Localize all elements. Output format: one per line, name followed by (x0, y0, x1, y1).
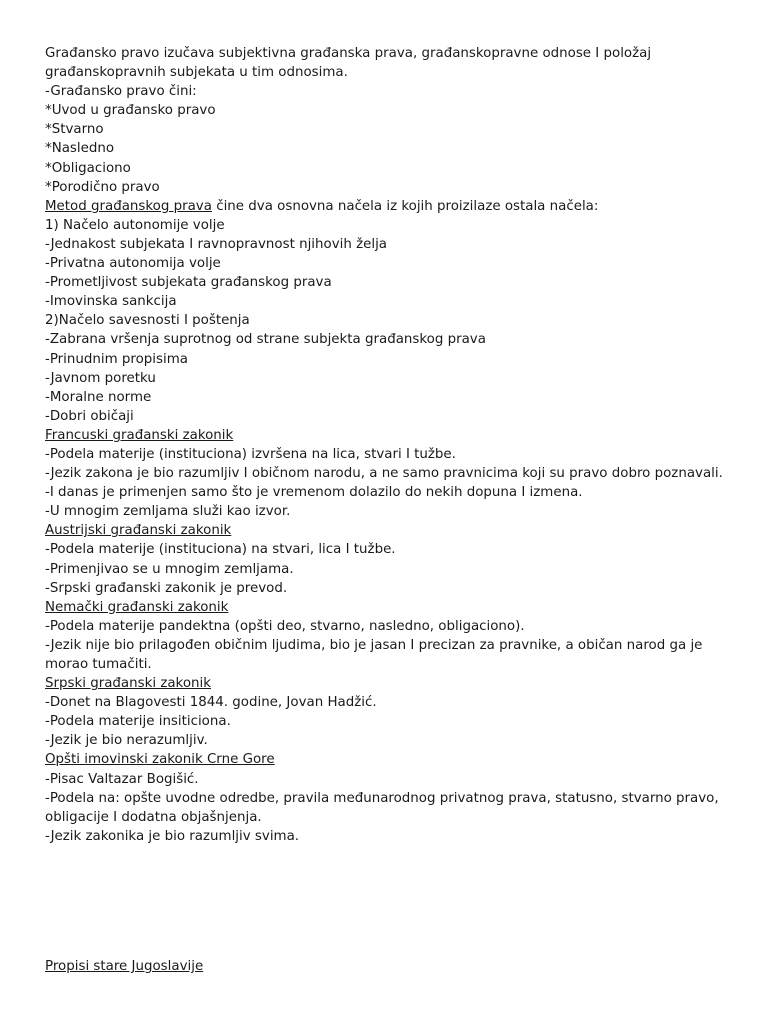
metod-line (45, 197, 725, 216)
list-item: -Moralne norme (45, 389, 152, 405)
srpski-heading: Srpski građanski zakonik (45, 676, 211, 692)
list-item: -Donet na Blagovesti 1844. godine, Jovan Hadžić. (45, 695, 377, 711)
list-item: -Jezik zakonika je bio razumljiv svima. (45, 828, 300, 844)
list-item: *Obligaciono (45, 160, 131, 176)
list-item: -Jednakost subjekata I ravnopravnost njihovih želja (45, 236, 387, 252)
list-item: -Zabrana vršenja suprotnog od strane subjekta građanskog prava (45, 332, 486, 348)
metod-heading: Metod građanskog prava (45, 198, 212, 214)
list-item: -Podela na: opšte uvodne odredbe, pravila međunarodnog privatnog prava, statusno, stvarno pravo, obligacije I dodatna objašnjenja. (45, 790, 719, 825)
list-item: -Srpski građanski zakonik je prevod. (45, 580, 288, 596)
cini-heading: -Građansko pravo čini: (45, 84, 197, 100)
list-item: -Podela materije insiticiona. (45, 714, 231, 730)
francuski-heading: Francuski građanski zakonik (45, 427, 234, 443)
metod-text: čine dva osnovna načela iz kojih proizilaze ostala načela: (211, 198, 599, 214)
list-item: -Prinudnim propisima (45, 351, 188, 367)
list-item: -Podela materije (instituciona) izvršena na lica, stvari I tužbe. (45, 446, 456, 462)
intro-paragraph: Građansko pravo izučava subjektivna građanska prava, građanskopravne odnose I položaj građanskopravnih subjekata u tim odnosima. (45, 46, 652, 81)
cini-list (45, 101, 725, 196)
list-item: -Podela materije pandektna (opšti deo, stvarno, nasledno, obligaciono). (45, 618, 525, 634)
list-item: -Privatna autonomija volje (45, 256, 221, 272)
list-item: -Jezik zakona je bio razumljiv I običnom narodu, a ne samo pravnicima koji su pravo dobro poznavali. (45, 466, 723, 482)
list-item: *Uvod u građansko pravo (45, 103, 216, 119)
list-item: -Javnom poretku (45, 370, 156, 386)
list-item: -Jezik nije bio prilagođen običnim ljudima, bio je jasan I precizan za pravnike, a običan narod ga je morao tumačiti. (45, 637, 703, 672)
list-item: *Stvarno (45, 122, 104, 138)
list-item: *Nasledno (45, 141, 115, 157)
list-item: -U mnogim zemljama služi kao izvor. (45, 504, 291, 520)
list-item: -Pisac Valtazar Bogišić. (45, 771, 199, 787)
list-item: *Porodično pravo (45, 179, 160, 195)
list-item: -Prometljivost subjekata građanskog prava (45, 275, 332, 291)
nemacki-heading: Nemački građanski zakonik (45, 599, 229, 615)
list-item: -Podela materije (instituciona) na stvari, lica I tužbe. (45, 542, 396, 558)
nacelo2-heading: 2)Načelo savesnosti I poštenja (45, 313, 250, 329)
list-item: -Imovinska sankcija (45, 294, 177, 310)
list-item: -Primenjivao se u mnogim zemljama. (45, 561, 294, 577)
nacelo1-heading: 1) Načelo autonomije volje (45, 217, 225, 233)
crna-gora-heading: Opšti imovinski zakonik Crne Gore (45, 752, 275, 768)
document-body (45, 44, 725, 846)
list-item: -Dobri običaji (45, 408, 134, 424)
list-item: -I danas je primenjen samo što je vremenom dolazilo do nekih dopuna I izmena. (45, 485, 583, 501)
footer-heading: Propisi stare Jugoslavije (45, 959, 204, 974)
austrijski-heading: Austrijski građanski zakonik (45, 523, 232, 539)
list-item: -Jezik je bio nerazumljiv. (45, 733, 208, 749)
